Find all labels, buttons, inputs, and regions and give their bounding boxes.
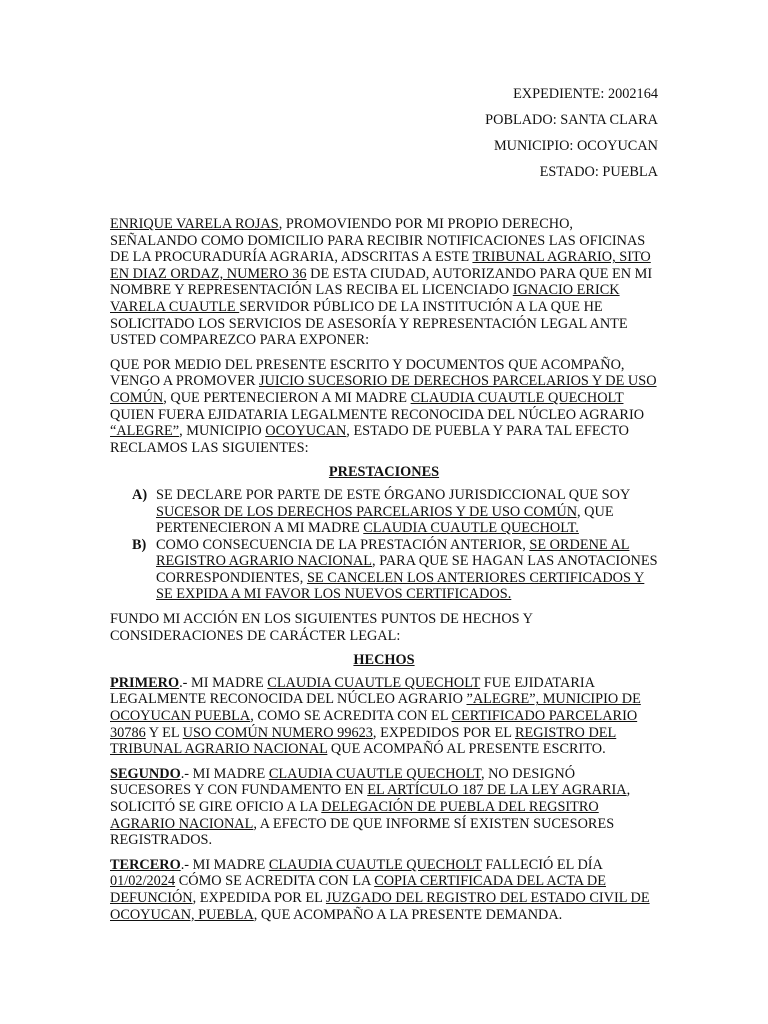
case-header [485, 86, 658, 190]
poblado-line: POBLADO: SANTA CLARA [485, 112, 658, 128]
municipio-name: OCOYUCAN [265, 423, 347, 440]
prestacion-b: B) COMO CONSECUENCIA DE LA PRESTACIÓN ANTERIOR, SE ORDENE AL REGISTRO AGRARIO NACIONAL, PARA QUE SE HAGAN LAS ANOTACIONES CORRESPONDIENTES, SE CANCELEN LOS ANTERIORES CERTIFICADOS Y SE EXPIDA A MI FAVOR LOS NUEVOS CERTIFICADOS. [132, 536, 658, 603]
hecho-label: SEGUNDO [110, 765, 181, 782]
promovente-name: ENRIQUE VARELA ROJAS [110, 216, 279, 232]
estado-line: ESTADO: PUEBLA [539, 164, 658, 180]
hecho-label: TERCERO [110, 856, 181, 873]
intro-paragraph: ENRIQUE VARELA ROJAS, PROMOVIENDO POR MI PROPIO DERECHO, SEÑALANDO COMO DOMICILIO PARA RECIBIR NOTIFICACIONES LAS OFICINAS DE LA PROCURADURÍA AGRARIA, ADSCRITAS A ESTE TRIBUNAL AGRARIO, SITO EN DIAZ ORDAZ, NUMERO 36 DE ESTA CIUDAD, AUTORIZANDO PARA QUE EN MI NOMBRE Y REPRESENTACIÓN LAS RECIBA EL LICENCIADO IGNACIO ERICK VARELA CUAUTLE SERVIDOR PÚBLICO DE LA INSTITUCIÓN A LA QUE HE SOLICITADO LOS SERVICIOS DE ASESORÍA Y REPRESENTACIÓN LEGAL ANTE USTED COMPAREZCO PARA EXPONER: [110, 216, 653, 349]
prestaciones-list [110, 487, 658, 603]
claim-paragraph: QUE POR MEDIO DEL PRESENTE ESCRITO Y DOCUMENTOS QUE ACOMPAÑO, VENGO A PROMOVER JUICIO SUCESORIO DE DERECHOS PARCELARIOS Y DE USO COMÚN, QUE PERTENECIERON A MI MADRE CLAUDIA CUAUTLE QUECHOLT QUIEN FUERA EJIDATARIA LEGALMENTE RECONOCIDA DEL NÚCLEO AGRARIO “ALEGRE”, MUNICIPIO OCOYUCAN, ESTADO DE PUEBLA Y PARA TAL EFECTO RECLAMOS LAS SIGUIENTES: [110, 356, 657, 456]
fundo-paragraph: FUNDO MI ACCIÓN EN LOS SIGUIENTES PUNTOS DE HECHOS Y CONSIDERACIONES DE CARÁCTER LEGAL: [110, 611, 533, 644]
prestacion-a: A) SE DECLARE POR PARTE DE ESTE ÓRGANO JURISDICCIONAL QUE SOY SUCESOR DE LOS DERECHOS PARCELARIOS Y DE USO COMÚN, QUE PERTENECIERON A MI MADRE CLAUDIA CUAUTLE QUECHOLT. [132, 486, 630, 537]
hecho-label: PRIMERO [110, 674, 180, 691]
licenciado-name: IGNACIO ERICK VARELA CUAUTLE [110, 282, 620, 315]
expediente-line: EXPEDIENTE: 2002164 [513, 86, 658, 102]
hecho-primero: PRIMERO.- MI MADRE CLAUDIA CUAUTLE QUECHOLT FUE EJIDATARIA LEGALMENTE RECONOCIDA DEL NÚCLEO AGRARIO ”ALEGRE”, MUNICIPIO DE OCOYUCAN PUEBLA, COMO SE ACREDITA CON EL CERTIFICADO PARCELARIO 30786 Y EL USO COMÚN NUMERO 99623, EXPEDIDOS POR EL REGISTRO DEL TRIBUNAL AGRARIO NACIONAL QUE ACOMPAÑÓ AL PRESENTE ESCRITO. [110, 674, 641, 758]
nucleo-agrario: “ALEGRE” [110, 423, 180, 440]
prestaciones-heading: PRESTACIONES [328, 464, 440, 481]
document-body [110, 216, 658, 931]
hechos-heading: HECHOS [353, 652, 415, 669]
municipio-line: MUNICIPIO: OCOYUCAN [493, 138, 658, 154]
madre-name: CLAUDIA CUAUTLE QUECHOLT [410, 389, 624, 406]
tribunal-address: TRIBUNAL AGRARIO, SITO EN DIAZ ORDAZ, NUMERO 36 [110, 249, 651, 282]
list-marker: B) [132, 536, 147, 553]
hecho-segundo: SEGUNDO.- MI MADRE CLAUDIA CUAUTLE QUECHOLT, NO DESIGNÓ SUCESORES Y CON FUNDAMENTO EN EL ARTÍCULO 187 DE LA LEY AGRARIA, SOLICITÓ SE GIRE OFICIO A LA DELEGACIÓN DE PUEBLA DEL REGSITRO AGRARIO NACIONAL, A EFECTO DE QUE INFORME SÍ EXISTEN SUCESORES REGISTRADOS. [110, 765, 631, 849]
list-marker: A) [132, 486, 148, 503]
hecho-tercero: TERCERO.- MI MADRE CLAUDIA CUAUTLE QUECHOLT FALLECIÓ EL DÍA 01/02/2024 CÓMO SE ACREDITA CON LA COPIA CERTIFICADA DEL ACTA DE DEFUNCIÓN, EXPEDIDA POR EL JUZGADO DEL REGISTRO DEL ESTADO CIVIL DE OCOYUCAN, PUEBLA, QUE ACOMPAÑO A LA PRESENTE DEMANDA. [110, 856, 650, 923]
juicio-type: JUICIO SUCESORIO DE DERECHOS PARCELARIOS Y DE USO COMÚN [110, 373, 657, 406]
